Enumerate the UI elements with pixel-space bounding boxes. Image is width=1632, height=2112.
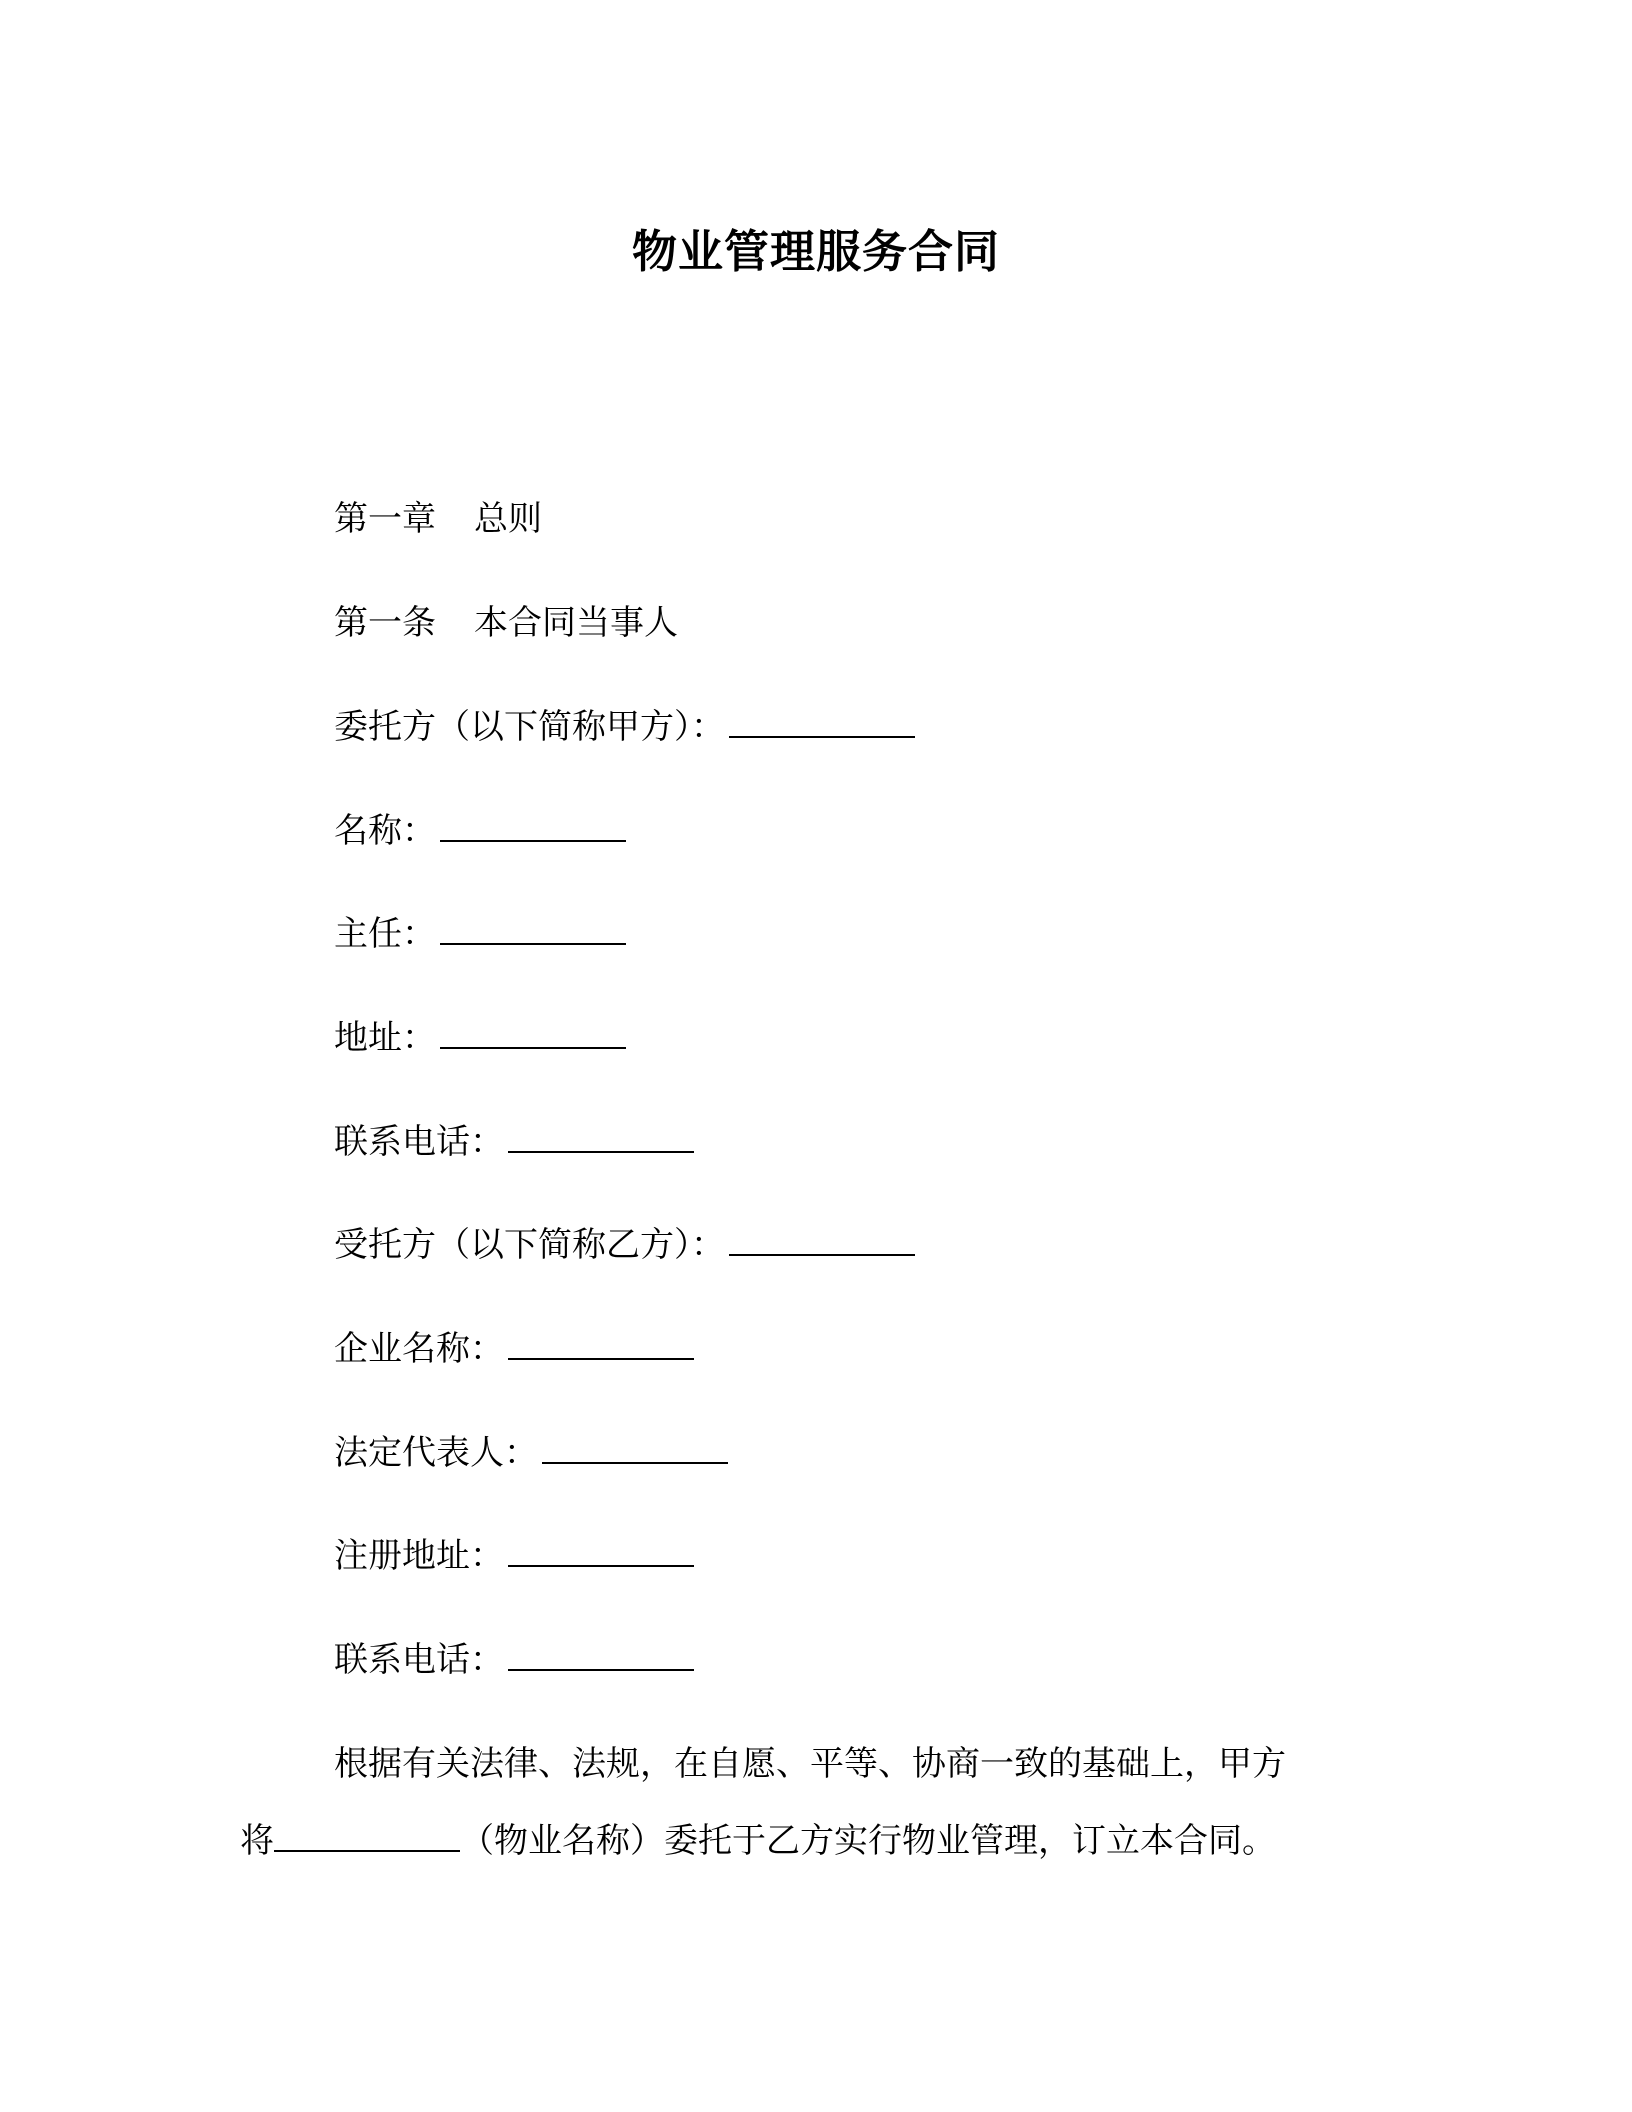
field-label: 地址： [334,1018,436,1058]
chapter-heading [334,496,542,542]
field-party-b-reg-address [334,1533,694,1579]
property-name-blank[interactable] [274,1820,460,1852]
fill-in-blank[interactable] [440,913,626,945]
agreement-paragraph [240,1741,1380,1864]
paragraph-text: （物业名称）委托于乙方实行物业管理，订立本合同。 [460,1821,1276,1861]
field-party-a-director [334,911,626,957]
paragraph-line-2 [240,1818,1380,1864]
field-label: 受托方（以下简称乙方）： [334,1225,725,1265]
field-label: 联系电话： [334,1640,504,1680]
field-label: 主任： [334,914,436,954]
fill-in-blank[interactable] [729,706,915,738]
field-party-b [334,1222,915,1268]
field-party-b-company [334,1326,694,1372]
field-label: 注册地址： [334,1536,504,1576]
field-party-a-address [334,1015,626,1061]
field-party-a-phone [334,1119,694,1165]
field-party-a [334,704,915,750]
field-party-a-name [334,808,626,854]
fill-in-blank[interactable] [508,1535,694,1567]
fill-in-blank[interactable] [440,1017,626,1049]
fill-in-blank[interactable] [440,810,626,842]
paragraph-line-1 [240,1741,1380,1787]
article-heading [334,600,678,646]
article-name: 本合同当事人 [474,603,678,643]
paragraph-text: 将 [240,1821,274,1861]
chapter-number: 第一章 [334,499,436,539]
field-label: 企业名称： [334,1329,504,1369]
field-label: 名称： [334,811,436,851]
document-title: 物业管理服务合同 [631,225,1000,278]
field-label: 法定代表人： [334,1433,538,1473]
field-label: 委托方（以下简称甲方）： [334,707,725,747]
fill-in-blank[interactable] [508,1328,694,1360]
fill-in-blank[interactable] [542,1432,728,1464]
field-party-b-phone [334,1637,694,1683]
chapter-name: 总则 [474,499,542,539]
fill-in-blank[interactable] [729,1224,915,1256]
field-party-b-legal-rep [334,1430,728,1476]
paragraph-text: 根据有关法律、法规，在自愿、平等、协商一致的基础上，甲方 [334,1744,1286,1784]
article-number: 第一条 [334,603,436,643]
fill-in-blank[interactable] [508,1639,694,1671]
field-label: 联系电话： [334,1122,504,1162]
fill-in-blank[interactable] [508,1121,694,1153]
